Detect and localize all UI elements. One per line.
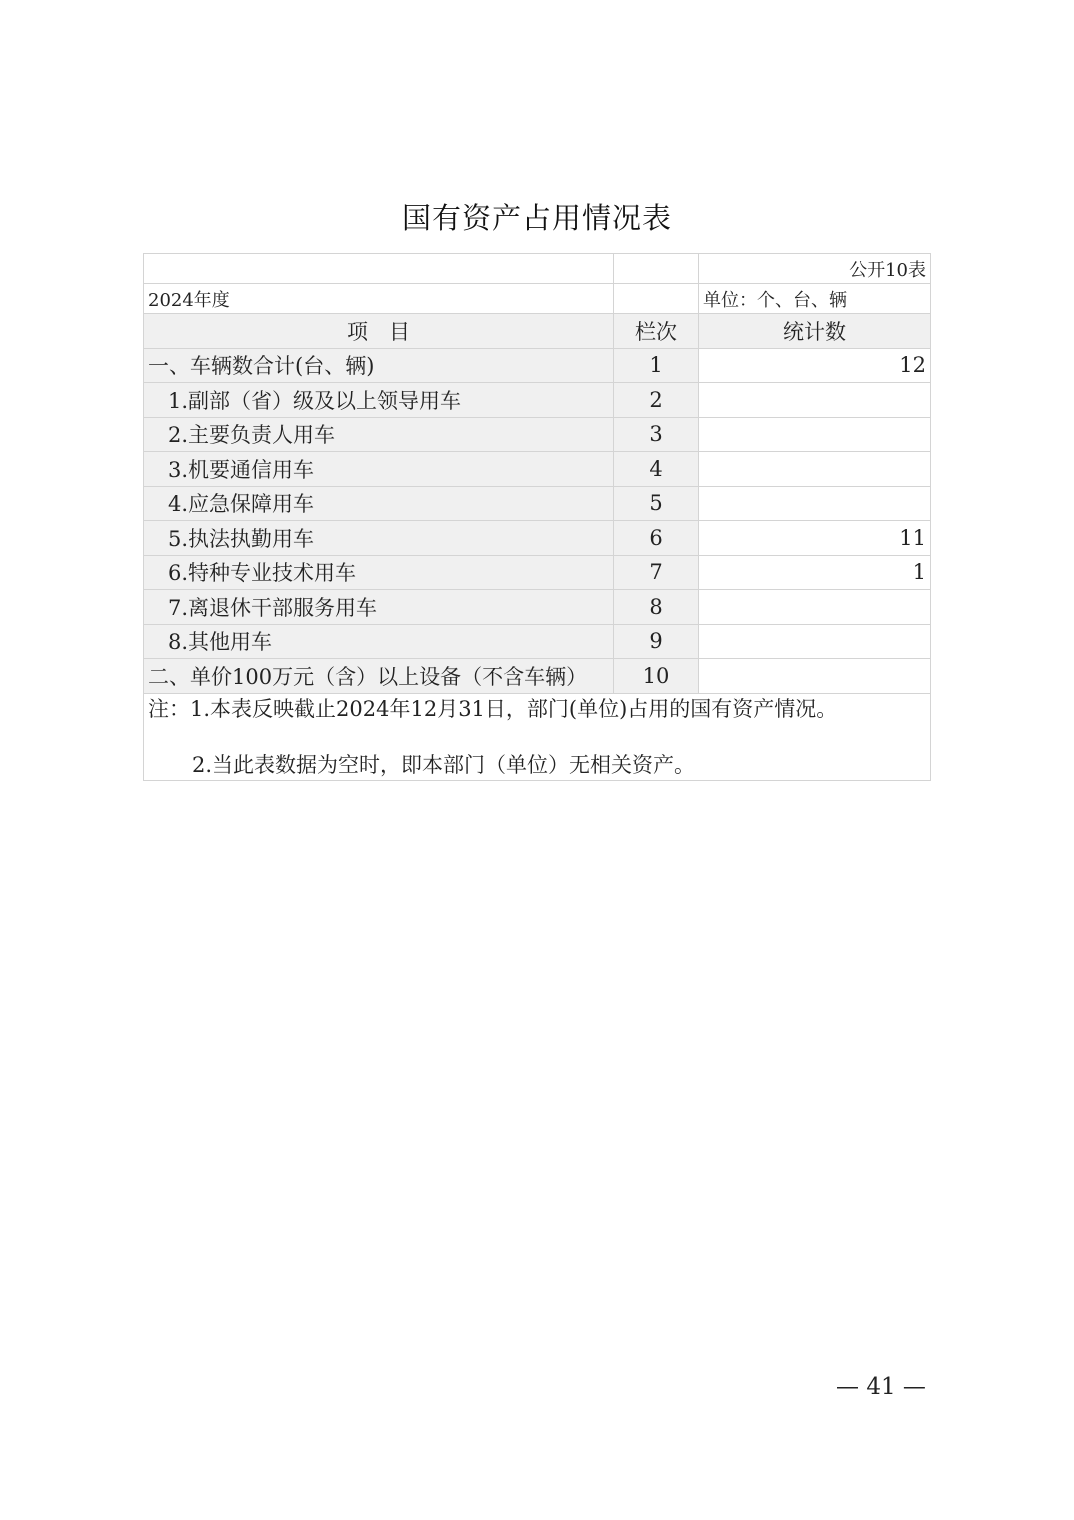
- row-col: 1: [614, 348, 699, 383]
- note-1: 注：1.本表反映截止2024年12月31日，部门(单位)占用的国有资产情况。: [148, 696, 838, 721]
- header-count: 统计数: [699, 314, 931, 349]
- row-item: 7.离退休干部服务用车: [144, 590, 614, 625]
- table-code: 公开10表: [699, 254, 931, 284]
- row-value: [699, 452, 931, 487]
- row-value: [699, 383, 931, 418]
- table-row: [144, 383, 931, 418]
- row-item: 3.机要通信用车: [144, 452, 614, 487]
- row-col: 3: [614, 417, 699, 452]
- row-col: 7: [614, 555, 699, 590]
- table-row: [144, 624, 931, 659]
- row-value: [699, 659, 931, 694]
- row-value: 12: [699, 348, 931, 383]
- row-value: 11: [699, 521, 931, 556]
- table-header: [144, 314, 931, 349]
- table-row: [144, 417, 931, 452]
- row-item: 4.应急保障用车: [144, 486, 614, 521]
- row-col: 10: [614, 659, 699, 694]
- row-item: 8.其他用车: [144, 624, 614, 659]
- table-row: [144, 486, 931, 521]
- asset-table: [143, 253, 931, 781]
- header-item: 项 目: [144, 314, 614, 349]
- row-col: 6: [614, 521, 699, 556]
- table-row: [144, 452, 931, 487]
- row-item: 一、车辆数合计(台、辆): [144, 348, 614, 383]
- row-value: [699, 486, 931, 521]
- table-code-row: [144, 254, 931, 284]
- note-2: 2.当此表数据为空时，即本部门（单位）无相关资产。: [192, 752, 696, 777]
- row-col: 2: [614, 383, 699, 418]
- year-label: 2024年度: [144, 284, 614, 314]
- table-row: [144, 348, 931, 383]
- row-value: [699, 624, 931, 659]
- page-title: 国有资产占用情况表: [401, 201, 672, 235]
- table-row: [144, 659, 931, 694]
- row-value: [699, 417, 931, 452]
- header-col: 栏次: [614, 314, 699, 349]
- year-unit-row: [144, 284, 931, 314]
- row-value: [699, 590, 931, 625]
- row-item: 1.副部（省）级及以上领导用车: [144, 383, 614, 418]
- row-item: 5.执法执勤用车: [144, 521, 614, 556]
- row-item: 二、单价100万元（含）以上设备（不含车辆）: [144, 659, 614, 694]
- row-item: 2.主要负责人用车: [144, 417, 614, 452]
- row-col: 4: [614, 452, 699, 487]
- row-col: 9: [614, 624, 699, 659]
- unit-label: 单位：个、台、辆: [699, 284, 931, 314]
- table-row: [144, 555, 931, 590]
- row-col: 5: [614, 486, 699, 521]
- table-row: [144, 590, 931, 625]
- notes: [144, 693, 931, 780]
- row-col: 8: [614, 590, 699, 625]
- row-item: 6.特种专业技术用车: [144, 555, 614, 590]
- row-value: 1: [699, 555, 931, 590]
- notes-row: [144, 693, 931, 780]
- table-row: [144, 521, 931, 556]
- page-number: — 41 —: [836, 1374, 926, 1400]
